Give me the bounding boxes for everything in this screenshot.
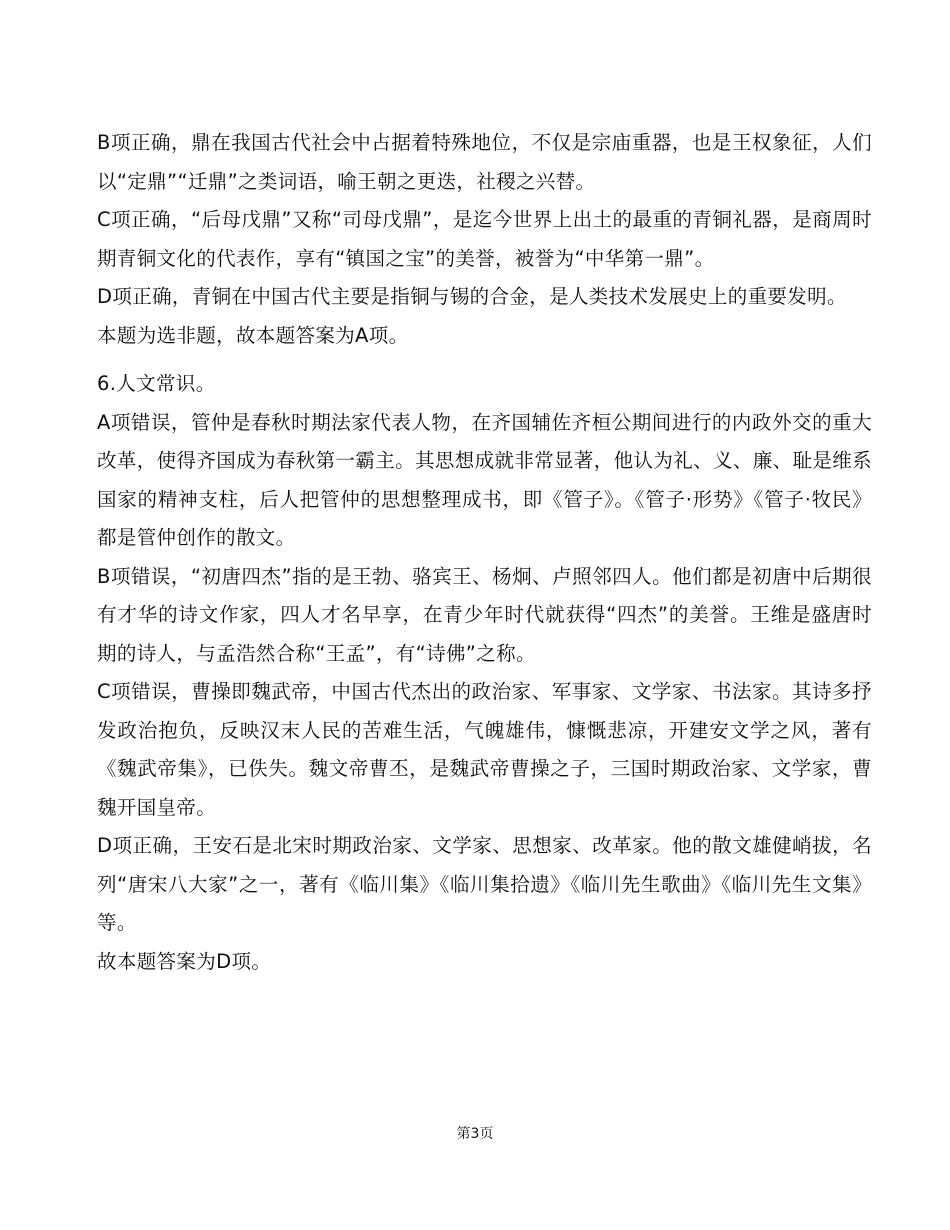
paragraph-option-b-ding: B项正确，鼎在我国古代社会中占据着特殊地位，不仅是宗庙重器，也是王权象征，人们以“定鼎”“迁鼎”之类词语，喻王朝之更迭，社稷之兴替。 xyxy=(97,131,872,193)
section-spacer xyxy=(97,355,872,365)
paragraph-option-d-bronze: D项正确，青铜在中国古代主要是指铜与锡的合金，是人类技术发展史上的重要发明。 xyxy=(97,285,847,308)
paragraph-option-c-caocao: C项错误，曹操即魏武帝，中国古代杰出的政治家、军事家、文学家、书法家。其诗多抒发政治抱负，反映汉末人民的苦难生活，气魄雄伟，慷慨悲凉，开建安文学之风，著有《魏武帝集》，已佚失。魏文帝曹丕，是魏武帝曹操之子，三国时期政治家、文学家，曹魏开国皇帝。 xyxy=(97,680,872,819)
paragraph-option-d-wanganshi: D项正确，王安石是北宋时期政治家、文学家、思想家、改革家。他的散文雄健峭拔，名列“唐宋八大家”之一，著有《临川集》《临川集拾遗》《临川先生歌曲》《临川先生文集》等。 xyxy=(97,834,872,934)
question-6-heading: 6.人文常识。 xyxy=(97,372,216,395)
paragraph-answer-6: 故本题答案为D项。 xyxy=(97,949,272,973)
paragraph-option-c-houmuwu-ding: C项正确，“后母戊鼎”又称“司母戊鼎”，是迄今世界上出土的最重的青铜礼器，是商周时期青铜文化的代表作，享有“镇国之宝”的美誉，被誉为“中华第一鼎”。 xyxy=(97,208,872,270)
page-number: 第3页 xyxy=(456,1126,494,1142)
paragraph-option-a-guanzhong: A项错误，管仲是春秋时期法家代表人物，在齐国辅佐齐桓公期间进行的内政外交的重大改革，使得齐国成为春秋第一霸主。其思想成就非常显著，他认为礼、义、廉、耻是维系国家的精神支柱，后人把管仲的思想整理成书，即《管子》。《管子·形势》《管子·牧民》都是管仲创作的散文。 xyxy=(97,410,872,549)
document-body xyxy=(97,124,872,981)
paragraph-option-b-four-talents: B项错误，“初唐四杰”指的是王勃、骆宾王、杨炯、卢照邻四人。他们都是初唐中后期很有才华的诗文作家，四人才名早享，在青少年时代就获得“四杰”的美誉。王维是盛唐时期的诗人，与孟浩然合称“王孟”，有“诗佛”之称。 xyxy=(97,564,872,665)
paragraph-answer-5: 本题为选非题，故本题答案为A项。 xyxy=(97,323,409,347)
